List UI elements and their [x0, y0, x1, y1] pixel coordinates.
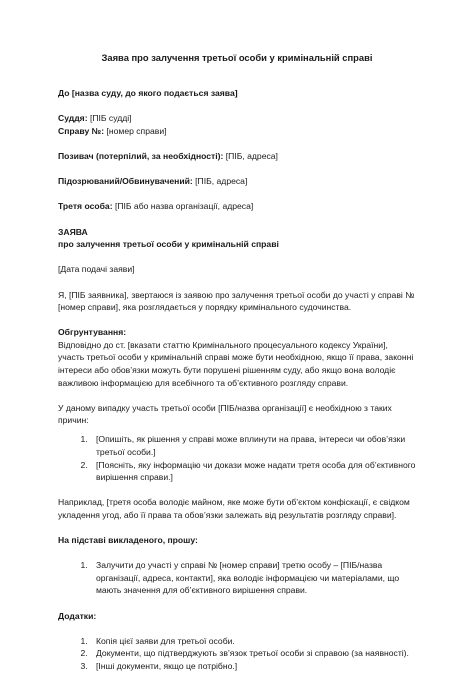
field-value: [ПІБ, адреса] — [192, 176, 248, 187]
court-line: До [назва суду, до якого подається заява] — [58, 87, 238, 98]
field-label: Підозрюваний/Обвинувачений: — [58, 176, 193, 187]
statement-subheading: про залучення третьої особи у кримінальній справі — [58, 239, 279, 250]
suspect-field — [58, 175, 416, 188]
justification-paragraph: Відповідно до ст. [вказати статтю Кримінального процесуального кодексу України], участь третьої особи у кримінальній справі може бути необхідною, якщо її права, законні інтереси або обов’язки можуть бути порушені рішенням суду, або якщо вона володіє важливою інформацією для всебічного та об’єктивного розгляду справи. — [58, 339, 414, 388]
field-value: [ПІБ або назва організації, адреса] — [112, 201, 254, 212]
statement-heading: ЗАЯВА — [58, 226, 88, 237]
intro-paragraph: Я, [ПІБ заявника], звертаюся із заявою про залучення третьої особи до участі у справі № [номер справи], яка розглядається у порядку кримінального судочинства. — [58, 289, 415, 313]
list-item: 3. [Інші документи, якщо це потрібно.] — [90, 660, 416, 673]
reasons-list — [68, 433, 416, 483]
filing-date: [Дата подачі заяви] — [58, 264, 135, 275]
list-item: 1. Залучити до участі у справі № [номер справи] третю особу – [ПІБ/назва організації, адреса, контакти], яка володіє інформацією чи матеріалами, що мають значення для об’єктивного вирішення справи. — [90, 559, 416, 597]
reasons-intro: У даному випадку участь третьої особи [ПІБ/назва організації] є необхідною з таких причин: — [58, 402, 392, 426]
field-value: [номер справи] — [104, 125, 167, 136]
plaintiff-field — [58, 150, 416, 163]
list-item: 1. [Опишіть, як рішення у справі може вплинути на права, інтереси чи обов’язки третьої особи.] — [90, 433, 416, 458]
list-item: 2. Документи, що підтверджують зв’язок третьої особи зі справою (за наявності). — [90, 647, 416, 660]
field-label: Третя особа: — [58, 201, 113, 212]
requests-list — [68, 559, 416, 597]
attachments-heading: Додатки: — [58, 610, 97, 621]
field-label: Суддя: — [58, 113, 88, 124]
field-label: Позивач (потерпілий, за необхідності): — [58, 150, 224, 161]
third-party-field — [58, 200, 416, 213]
example-paragraph: Наприклад, [третя особа володіє майном, яке може бути об’єктом конфіскації, є свідком укладення угод, або її права та обов’язки залежать від результатів розгляду справи]. — [58, 497, 410, 520]
judge-field — [58, 112, 416, 125]
case-number-field — [58, 125, 416, 138]
field-value: [ПІБ, адреса] — [223, 150, 278, 161]
list-item: 1. Копія цієї заяви для третьої особи. — [90, 635, 416, 648]
field-label: Справу №: — [58, 125, 105, 136]
request-heading: На підставі викладеного, прошу: — [58, 535, 198, 546]
document-title: Заява про залучення третьої особи у кримінальній справі — [101, 52, 373, 63]
field-value: [ПІБ судді] — [87, 113, 132, 124]
attachments-list — [68, 635, 416, 673]
list-item: 2. [Поясніть, яку інформацію чи докази може надати третя особа для об’єктивного вирішення справи.] — [90, 459, 416, 484]
justification-heading: Обгрунтування: — [58, 327, 127, 338]
